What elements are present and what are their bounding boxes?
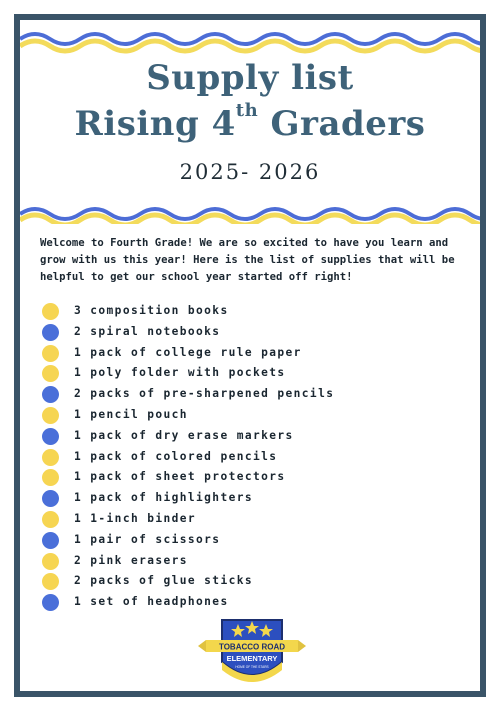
bullet-dot-icon	[42, 532, 59, 549]
supply-item-label: 2 packs of glue sticks	[74, 574, 253, 588]
bullet-dot-icon	[42, 365, 59, 382]
supply-item-label: 1 pencil pouch	[74, 407, 188, 421]
subtitle-end: Graders	[258, 104, 426, 144]
bullet-dot-icon	[42, 386, 59, 403]
supply-item-label: 1 pack of highlighters	[74, 491, 253, 505]
supply-list-item	[42, 488, 462, 509]
supply-item-label: 1 pack of colored pencils	[74, 449, 278, 463]
supply-list-item	[42, 322, 462, 343]
bullet-dot-icon	[42, 469, 59, 486]
supply-item-label: 1 1-inch binder	[74, 511, 197, 525]
bullet-dot-icon	[42, 490, 59, 507]
supply-item-label: 3 composition books	[74, 304, 229, 317]
page-title: Supply list	[146, 58, 354, 98]
supply-list-item	[42, 426, 462, 447]
flyer-frame	[14, 14, 486, 697]
welcome-message: Welcome to Fourth Grade! We are so excited to have you learn and grow with us this year! Here is the list of supplies that will be helpful to get our school year started off right!	[40, 237, 455, 283]
supply-list-item	[42, 363, 462, 384]
logo-motto: HOME OF THE STARS	[235, 665, 269, 669]
logo-line1: TOBACCO ROAD	[218, 642, 286, 652]
supply-item-label: 1 pack of college rule paper	[74, 345, 302, 359]
school-year: 2025- 2026	[179, 160, 321, 184]
bullet-dot-icon	[42, 303, 59, 320]
logo-line2: ELEMENTARY	[226, 654, 278, 663]
bullet-dot-icon	[42, 428, 59, 445]
supply-item-label: 2 packs of pre-sharpened pencils	[74, 387, 335, 401]
supply-item-label: 1 set of headphones	[74, 595, 229, 609]
supply-list-item	[42, 551, 462, 572]
supply-list-item	[42, 467, 462, 488]
bullet-dot-icon	[42, 573, 59, 590]
supply-item-label: 1 pack of sheet protectors	[74, 470, 286, 484]
bullet-dot-icon	[42, 449, 59, 466]
page-subtitle	[20, 100, 480, 144]
supply-list-item	[42, 405, 462, 426]
subtitle-main: Rising 4	[74, 104, 236, 144]
school-logo	[188, 610, 316, 690]
supply-list-item	[42, 384, 462, 405]
supply-list-item	[42, 301, 462, 322]
bullet-dot-icon	[42, 407, 59, 424]
top-wave-border	[20, 30, 480, 54]
supply-item-label: 1 poly folder with pockets	[74, 366, 286, 380]
supply-list	[42, 301, 462, 613]
supply-list-item	[42, 530, 462, 551]
subtitle-superscript: th	[235, 100, 259, 121]
supply-list-item	[42, 571, 462, 592]
bullet-dot-icon	[42, 511, 59, 528]
supply-item-label: 2 spiral notebooks	[74, 324, 221, 338]
bullet-dot-icon	[42, 553, 59, 570]
bullet-dot-icon	[42, 345, 59, 362]
bullet-dot-icon	[42, 594, 59, 611]
supply-list-item	[42, 509, 462, 530]
supply-list-item	[42, 447, 462, 468]
middle-wave-border	[20, 200, 480, 224]
supply-item-label: 1 pair of scissors	[74, 532, 221, 546]
supply-item-label: 2 pink erasers	[74, 553, 188, 567]
supply-item-label: 1 pack of dry erase markers	[74, 428, 294, 442]
supply-list-item	[42, 343, 462, 364]
bullet-dot-icon	[42, 324, 59, 341]
